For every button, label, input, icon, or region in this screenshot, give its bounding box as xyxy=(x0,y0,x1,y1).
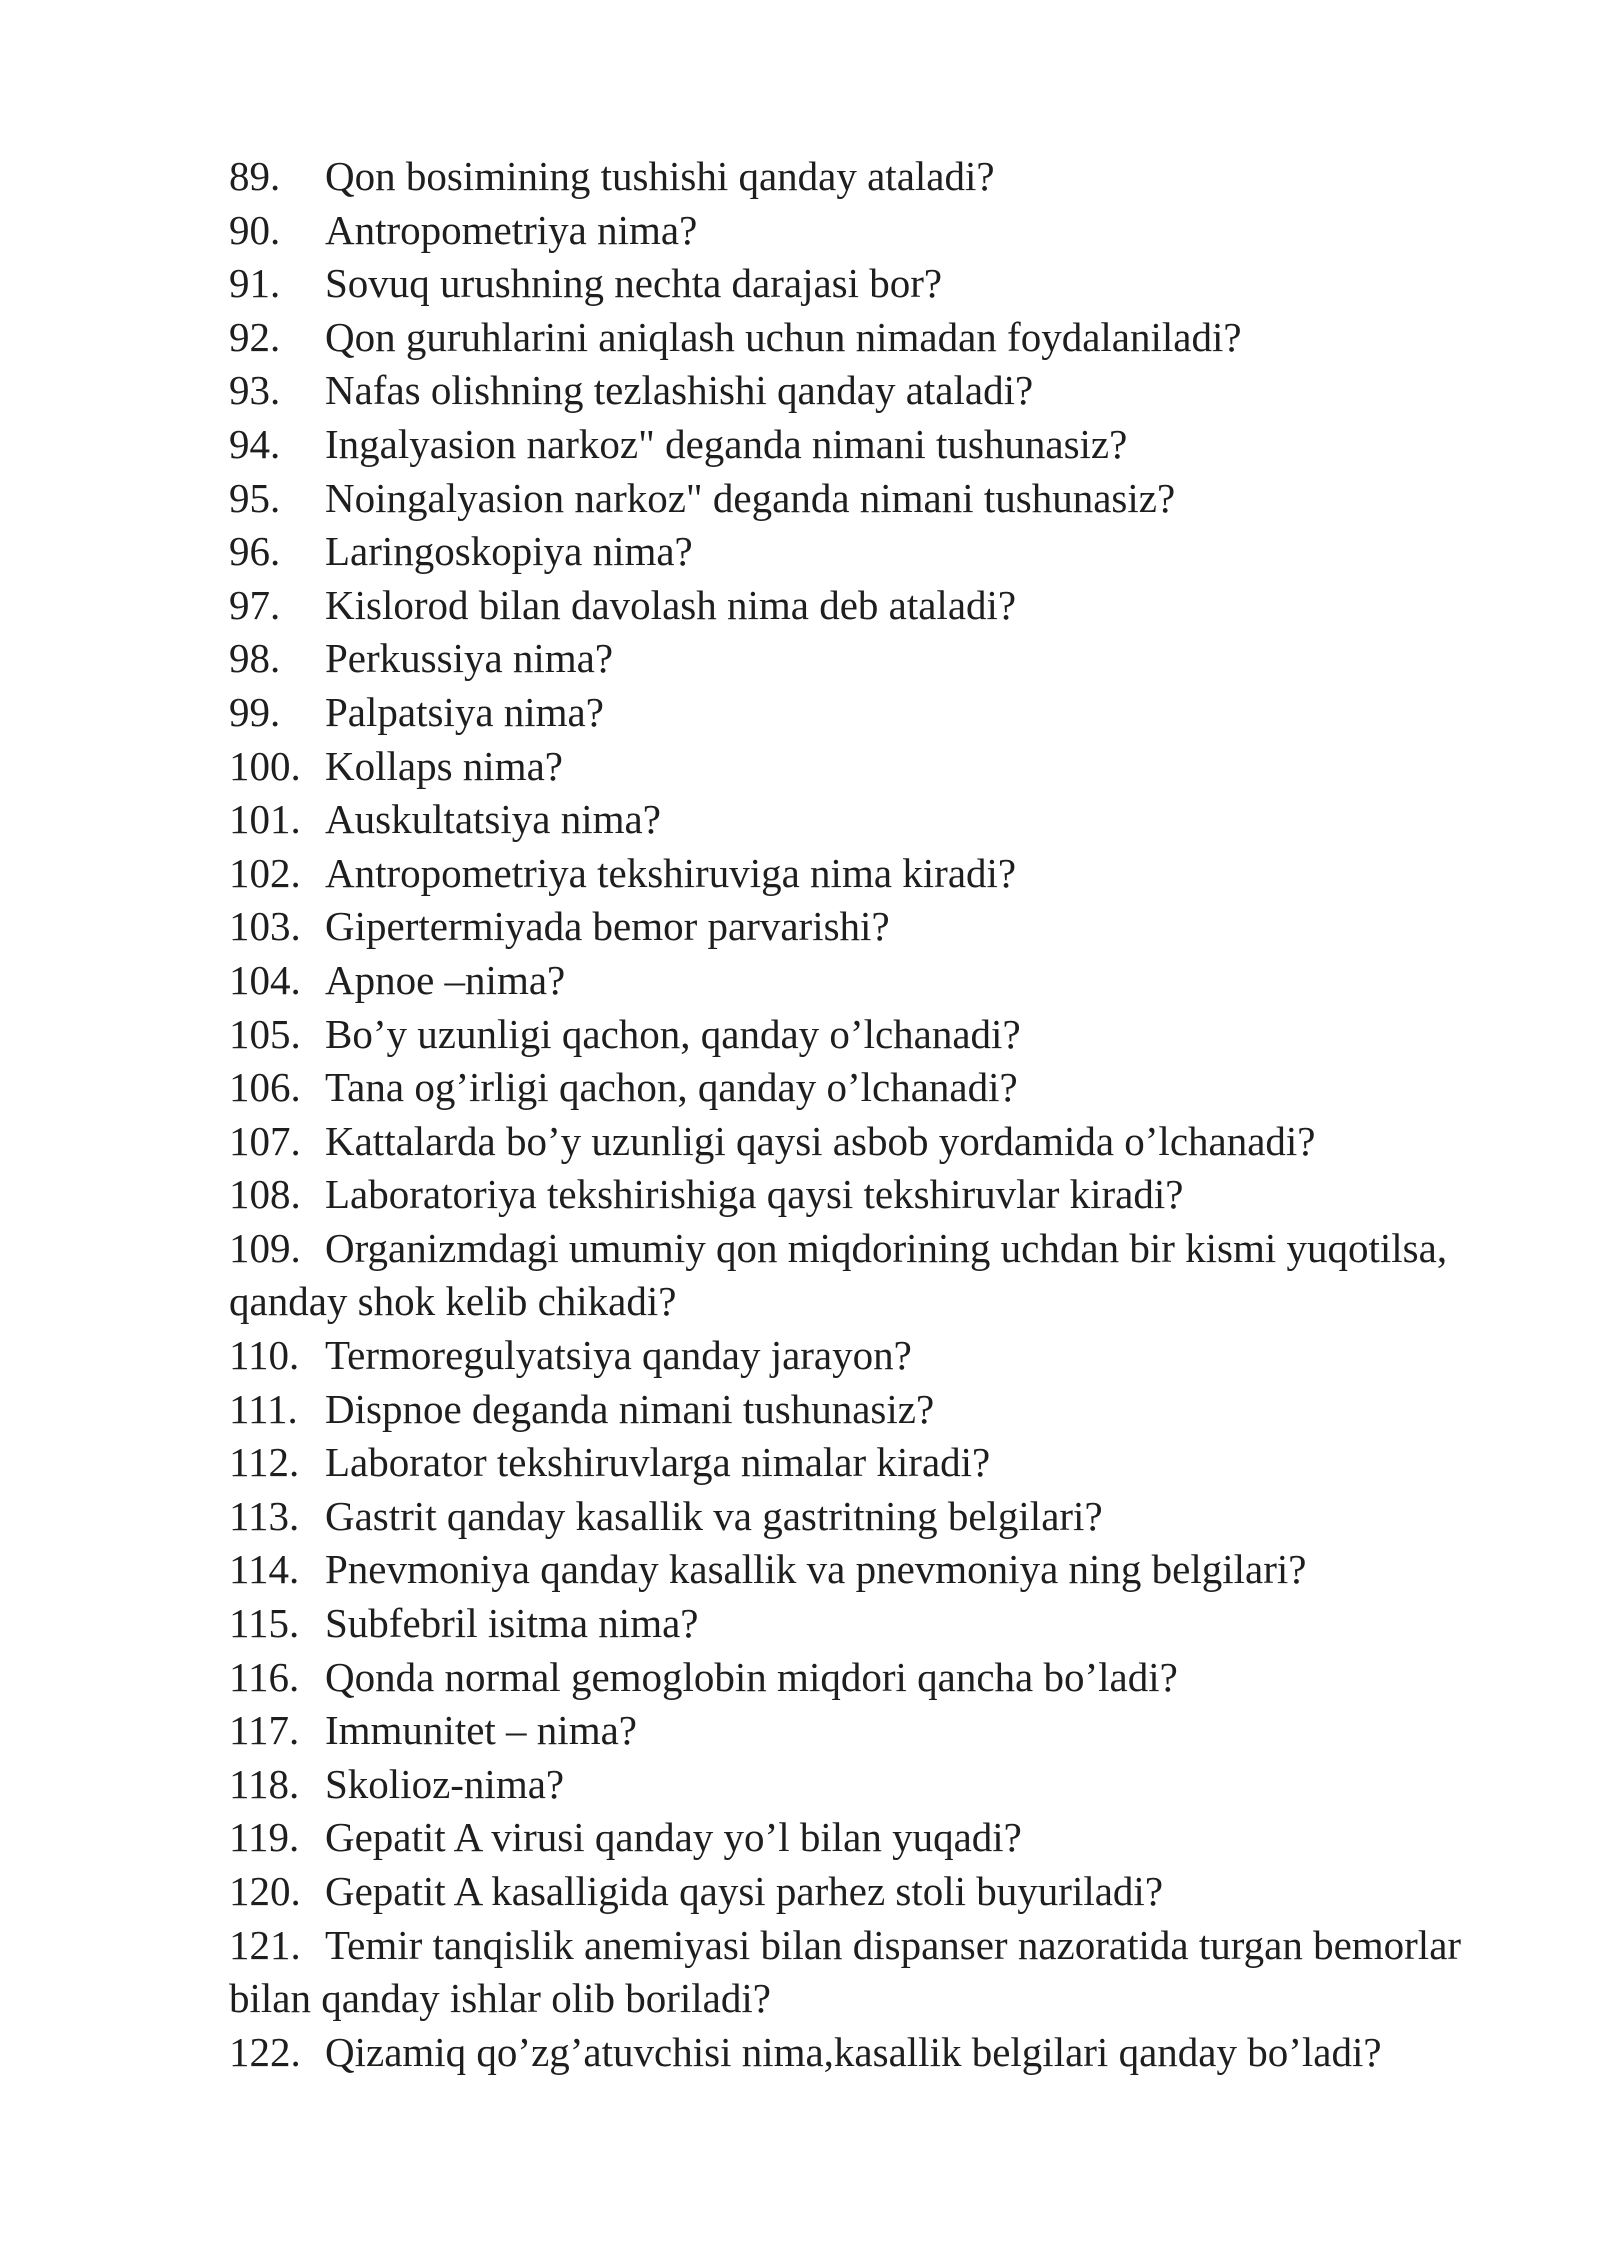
question-item xyxy=(229,1436,1499,1490)
question-text: Antropometriya tekshiruviga nima kiradi? xyxy=(325,849,1017,896)
question-item xyxy=(229,1919,1499,2026)
question-number: 100. xyxy=(229,742,301,789)
question-number: 98. xyxy=(229,635,281,682)
question-number: 112. xyxy=(229,1439,300,1486)
question-number: 116. xyxy=(229,1653,300,1700)
question-number: 92. xyxy=(229,313,281,360)
question-text: Gepatit A virusi qanday yo’l bilan yuqadi? xyxy=(325,1814,1022,1861)
question-number: 96. xyxy=(229,528,281,575)
question-item xyxy=(229,1383,1499,1437)
question-item xyxy=(229,1865,1499,1919)
question-item xyxy=(229,1490,1499,1544)
question-text: Gepatit A kasalligida qaysi parhez stoli buyuriladi? xyxy=(325,1868,1164,1914)
question-item xyxy=(229,1597,1499,1651)
question-number: 110. xyxy=(229,1332,300,1379)
question-item xyxy=(229,686,1499,740)
question-item xyxy=(229,311,1499,365)
question-number: 120. xyxy=(229,1868,301,1914)
question-item xyxy=(229,204,1499,258)
question-item xyxy=(229,472,1499,526)
question-text: Termoregulyatsiya qanday jarayon? xyxy=(325,1332,912,1379)
question-number: 102. xyxy=(229,849,301,896)
question-number: 99. xyxy=(229,688,281,735)
question-item xyxy=(229,847,1499,901)
question-text: Kattalarda bo’y uzunligi qaysi asbob yordamida o’lchanadi? xyxy=(325,1117,1316,1164)
question-item xyxy=(229,740,1499,794)
question-text: Laboratoriya tekshirishiga qaysi tekshiruvlar kiradi? xyxy=(325,1171,1184,1218)
question-text: Organizmdagi umumiy qon miqdorining uchdan bir kismi yuqotilsa, qanday shok kelib chikadi? xyxy=(229,1224,1448,1325)
question-item xyxy=(229,1168,1499,1222)
question-number: 106. xyxy=(229,1064,301,1111)
question-number: 103. xyxy=(229,903,301,950)
question-text: Apnoe –nima? xyxy=(325,956,566,1003)
question-text: Temir tanqislik anemiyasi bilan dispanser nazoratida turgan bemorlar bilan qanday ishlar olib boriladi? xyxy=(229,1921,1462,2022)
question-item xyxy=(229,1811,1499,1865)
question-text: Nafas olishning tezlashishi qanday ataladi? xyxy=(325,367,1034,414)
question-text: Qizamiq qo’zg’atuvchisi nima,kasallik belgilari qanday bo’ladi? xyxy=(325,2028,1382,2075)
question-number: 109. xyxy=(229,1224,301,1271)
question-text: Bo’y uzunligi qachon, qanday o’lchanadi? xyxy=(325,1010,1021,1057)
question-number: 101. xyxy=(229,796,301,843)
question-text: Sovuq urushning nechta darajasi bor? xyxy=(325,260,943,307)
question-text: Palpatsiya nima? xyxy=(325,688,604,735)
question-item xyxy=(229,900,1499,954)
question-number: 114. xyxy=(229,1546,300,1593)
question-number: 105. xyxy=(229,1010,301,1057)
question-item xyxy=(229,579,1499,633)
question-text: Kislorod bilan davolash nima deb ataladi? xyxy=(325,581,1017,628)
question-text: Qonda normal gemoglobin miqdori qancha bo’ladi? xyxy=(325,1653,1178,1700)
question-item xyxy=(229,525,1499,579)
question-item xyxy=(229,1008,1499,1062)
question-text: Gipertermiyada bemor parvarishi? xyxy=(325,903,890,950)
question-list xyxy=(229,150,1499,2079)
question-number: 90. xyxy=(229,206,281,253)
question-number: 119. xyxy=(229,1814,300,1861)
question-text: Tana og’irligi qachon, qanday o’lchanadi? xyxy=(325,1064,1018,1111)
question-item xyxy=(229,1329,1499,1383)
question-number: 94. xyxy=(229,420,281,467)
question-number: 107. xyxy=(229,1117,301,1164)
question-text: Immunitet – nima? xyxy=(325,1707,637,1754)
question-text: Qon bosimining tushishi qanday ataladi? xyxy=(325,153,995,199)
question-number: 117. xyxy=(229,1707,300,1754)
question-text: Perkussiya nima? xyxy=(325,635,614,682)
question-item xyxy=(229,1543,1499,1597)
question-number: 91. xyxy=(229,260,281,307)
question-item xyxy=(229,364,1499,418)
question-item xyxy=(229,1651,1499,1705)
question-text: Qon guruhlarini aniqlash uchun nimadan foydalaniladi? xyxy=(325,313,1242,360)
question-text: Kollaps nima? xyxy=(325,742,563,789)
question-number: 104. xyxy=(229,956,301,1003)
question-text: Ingalyasion narkoz" deganda nimani tushunasiz? xyxy=(325,420,1128,467)
question-text: Antropometriya nima? xyxy=(325,206,698,253)
question-number: 115. xyxy=(229,1600,300,1647)
question-item xyxy=(229,1704,1499,1758)
question-item xyxy=(229,954,1499,1008)
question-text: Pnevmoniya qanday kasallik va pnevmoniya ning belgilari? xyxy=(325,1546,1307,1593)
question-text: Laborator tekshiruvlarga nimalar kiradi? xyxy=(325,1439,991,1486)
question-item xyxy=(229,632,1499,686)
question-text: Laringoskopiya nima? xyxy=(325,528,693,575)
question-text: Subfebril isitma nima? xyxy=(325,1600,699,1647)
question-text: Noingalyasion narkoz" deganda nimani tushunasiz? xyxy=(325,474,1176,521)
question-item xyxy=(229,1222,1499,1329)
question-number: 111. xyxy=(229,1385,298,1432)
question-item xyxy=(229,1115,1499,1169)
question-item xyxy=(229,257,1499,311)
question-number: 93. xyxy=(229,367,281,414)
question-item xyxy=(229,2026,1499,2080)
question-number: 97. xyxy=(229,581,281,628)
question-item xyxy=(229,150,1499,204)
question-number: 121. xyxy=(229,1921,301,1968)
question-item xyxy=(229,793,1499,847)
question-item xyxy=(229,1758,1499,1812)
question-number: 113. xyxy=(229,1492,300,1539)
question-number: 122. xyxy=(229,2028,301,2075)
question-number: 95. xyxy=(229,474,281,521)
question-text: Dispnoe deganda nimani tushunasiz? xyxy=(325,1385,935,1432)
question-item xyxy=(229,1061,1499,1115)
question-number: 118. xyxy=(229,1760,300,1807)
question-number: 108. xyxy=(229,1171,301,1218)
question-text: Skolioz-nima? xyxy=(325,1760,565,1807)
question-text: Gastrit qanday kasallik va gastritning belgilari? xyxy=(325,1492,1103,1539)
question-item xyxy=(229,418,1499,472)
question-number: 89. xyxy=(229,153,281,199)
question-text: Auskultatsiya nima? xyxy=(325,796,661,843)
